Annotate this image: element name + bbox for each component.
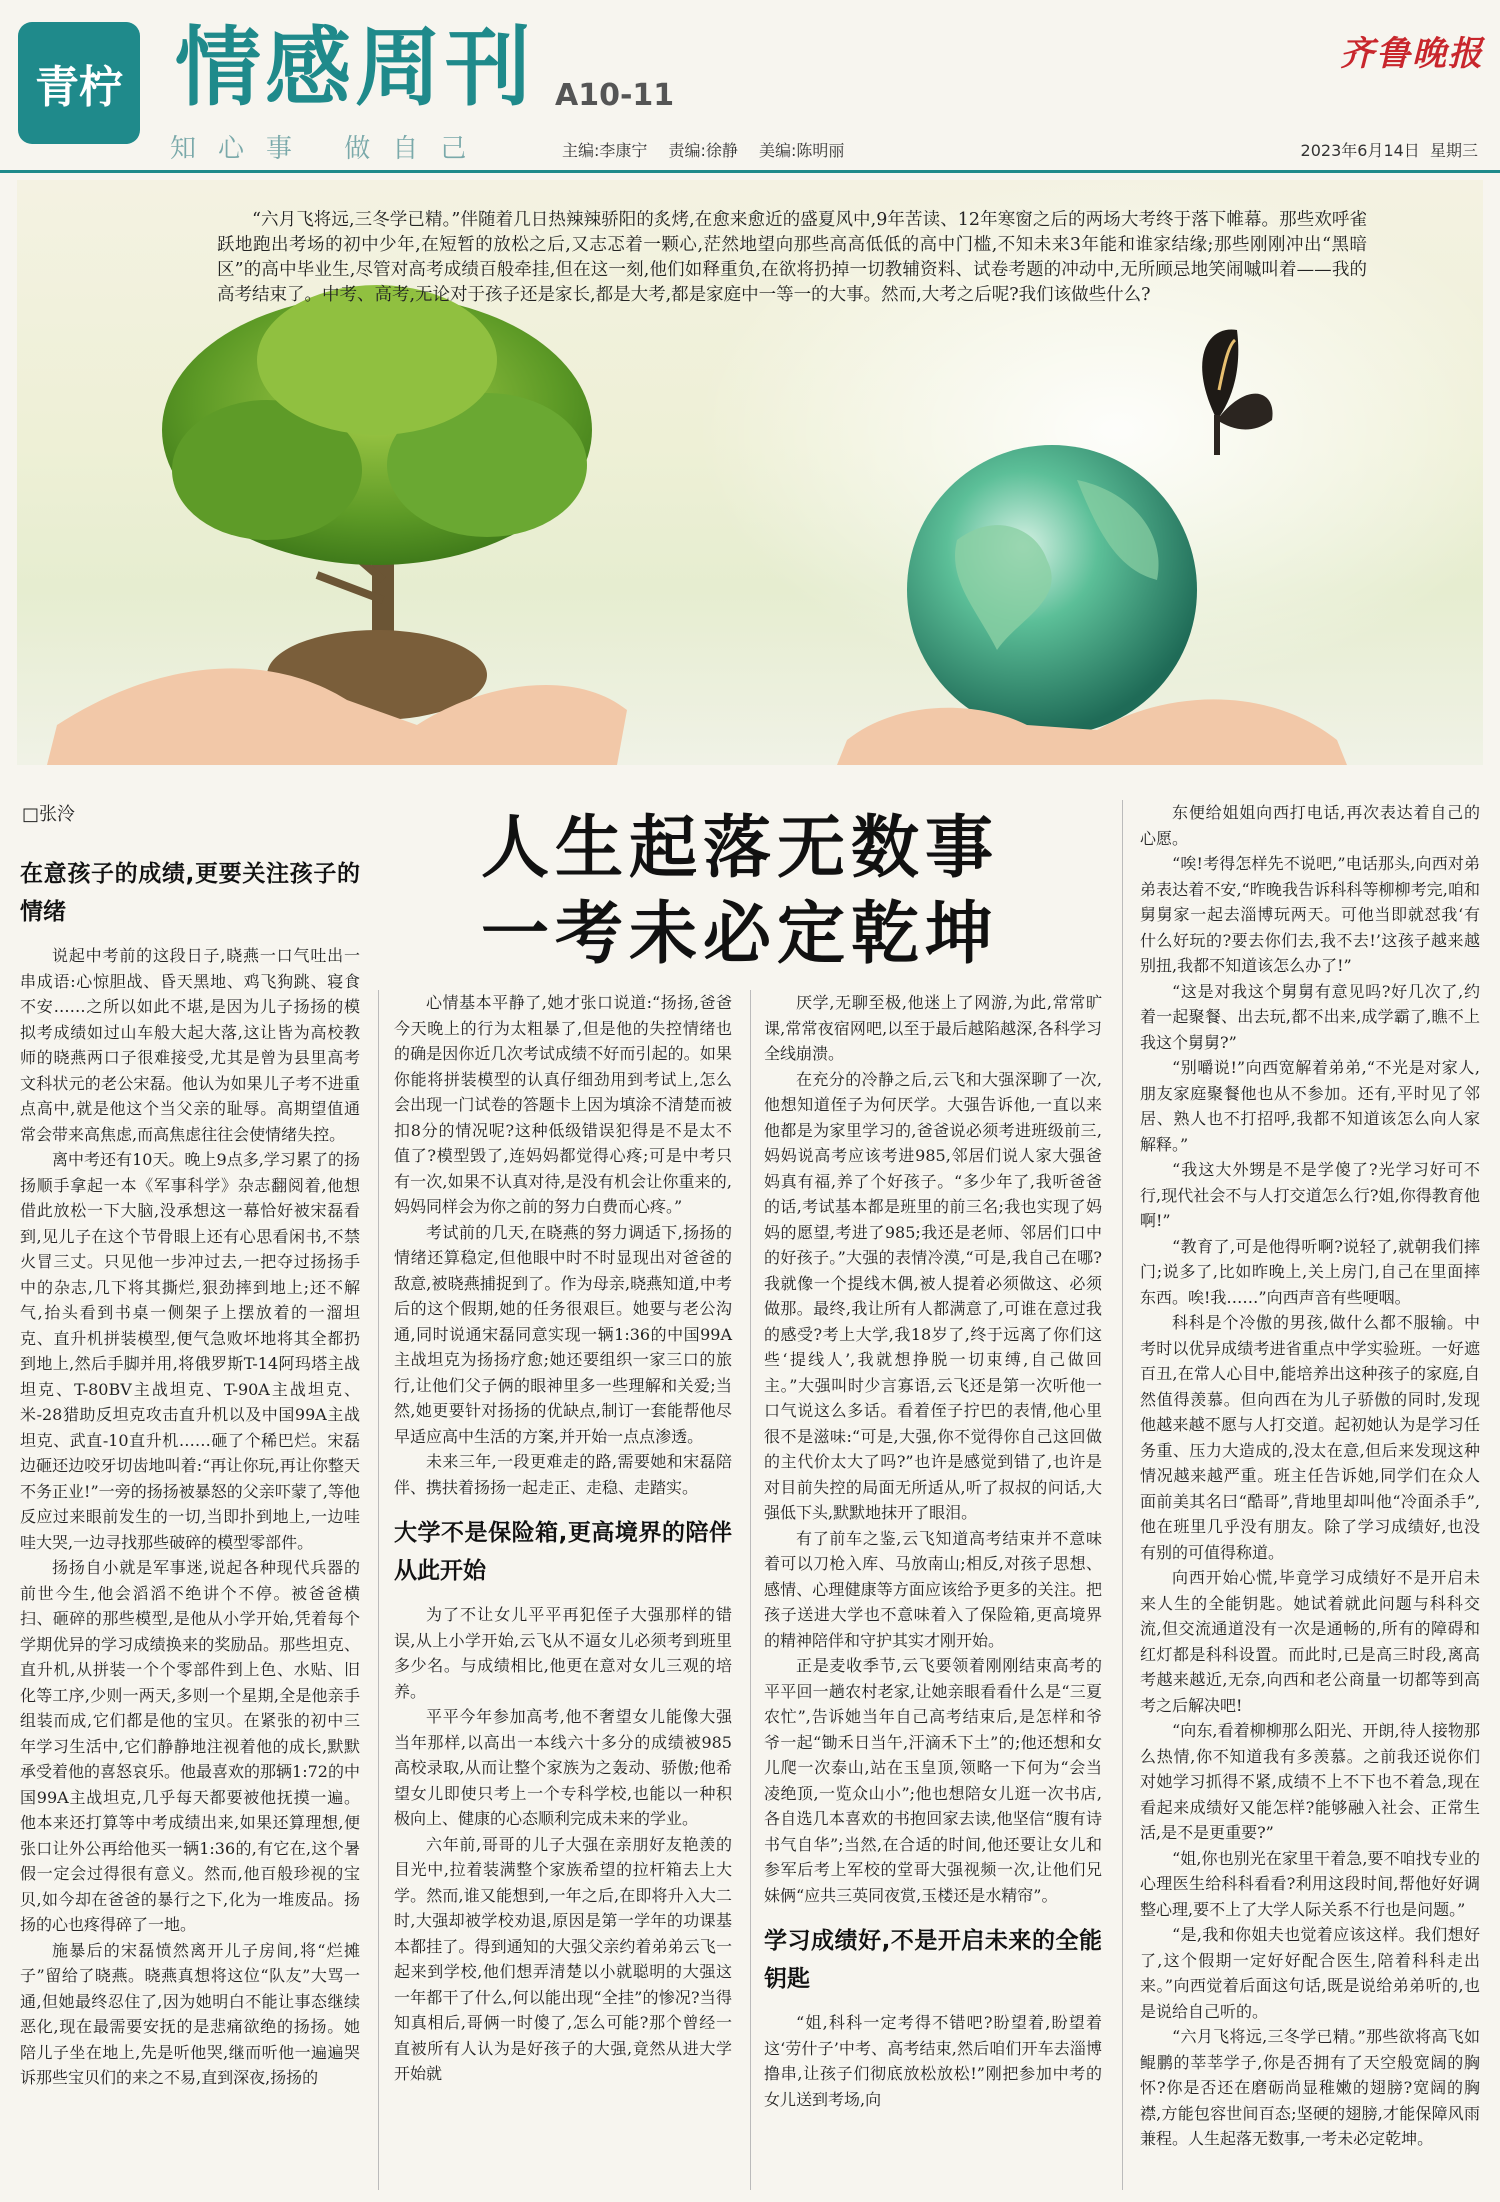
paragraph: 六年前,哥哥的儿子大强在亲朋好友艳羡的目光中,拉着装满整个家族希望的拉杆箱去上大学。然而,谁又能想到,一年之后,在即将升入大二时,大强却被学校劝退,原因是第一学年的功课基本都挂了。得到通知的大强父亲约着弟弟云飞一起来到学校,他们想弄清楚以小就聪明的大强这一年都干了什么,何以能出现“全挂”的惨况?当得知真相后,哥俩一时傻了,怎么可能?那个曾经一直被所有人认为是好孩子的大强,竟然从进大学开始就 bbox=[394, 1834, 732, 2083]
paragraph: 为了不让女儿平平再犯侄子大强那样的错误,从上小学开始,云飞从不逼女儿必须考到班里多少名。与成绩相比,他更在意对女儿三观的培养。 bbox=[394, 1605, 732, 1701]
art-editor: 美编:陈明丽 bbox=[759, 141, 845, 160]
title-line-1: 人生起落无数事 bbox=[480, 808, 999, 888]
paragraph: 有了前车之鉴,云飞知道高考结束并不意味着可以刀枪入库、马放南山;相反,对孩子思想、感情、心理健康等方面应该给予更多的关注。把孩子送进大学也不意味着入了保险箱,更高境界的精神陪伴和守护其实才刚开始。 bbox=[764, 1528, 1102, 1650]
paragraph: “教育了,可是他得听啊?说轻了,就朝我们摔门;说多了,比如昨晚上,关上房门,自己在里面摔东西。唉!我……”向西声音有些哽咽。 bbox=[1140, 1236, 1480, 1307]
paragraph: “这是对我这个舅舅有意见吗?好几次了,约着一起聚餐、出去玩,都不出来,成学霸了,瞧不上我这个舅舅?” bbox=[1140, 981, 1480, 1052]
paragraph: 东便给姐姐向西打电话,再次表达着自己的心愿。 bbox=[1140, 803, 1480, 848]
paragraph: 在充分的冷静之后,云飞和大强深聊了一次,他想知道侄子为何厌学。大强告诉他,一直以来他都是为家里学习的,爸爸说必须考进班级前三,妈妈说高考应该考进985,邻居们说人家大强爸妈真有福,养了个好孩子。“多少年了,我听爸爸的话,考试基本都是班里的前三名;我也实现了妈妈的愿望,考进了985;我还是老师、邻居们口中的好孩子。”大强的表情冷漠,“可是,我自己在哪?我就像一个提线木偶,被人提着必须做这、必须做那。最终,我让所有人都满意了,可谁在意过我的感受?考上大学,我18岁了,终于远离了你们这些‘提线人’,我就想挣脱一切束缚,自己做回主。”大强叫时少言寡语,云飞还是第一次听他一口气说这么多话。看着侄子拧巴的表情,他心里很不是滋味:“可是,大强,你不觉得你自己这回做的主代价太大了吗?”也许是感觉到错了,也许是对目前失控的局面无所适从,听了叔叔的问话,大强低下头,默默地抹开了眼泪。 bbox=[764, 1069, 1102, 1522]
paragraph: 平平今年参加高考,他不奢望女儿能像大强当年那样,以高出一本线六十多分的成绩被985高校录取,从而让整个家族为之轰动、骄傲;他希望女儿即使只考上一个专科学校,也能以一种积极向上、健康的心态顺利完成未来的学业。 bbox=[394, 1707, 732, 1828]
paragraph: “唉!考得怎样先不说吧,”电话那头,向西对弟弟表达着不安,“昨晚我告诉科科等柳柳考完,咱和舅舅家一起去淄博玩两天。可他当即就怼我‘有什么好玩的?要去你们去,我不去!’这孩子越来越别扭,我都不知道该怎么办了!” bbox=[1140, 854, 1480, 975]
newspaper-brand: 齐鲁晚报 bbox=[1340, 34, 1484, 74]
paragraph: “是,我和你姐夫也觉着应该这样。我们想好了,这个假期一定好好配合医生,陪着科科走出来。”向西觉着后面这句话,既是说给弟弟听的,也是说给自己听的。 bbox=[1140, 1925, 1480, 2021]
paragraph: “姐,科科一定考得不错吧?盼望着,盼望着这‘劳什子’中考、高考结束,然后咱们开车去淄博撸串,让孩子们彻底放松放松!”刚把参加中考的女儿送到考场,向 bbox=[764, 2013, 1102, 2109]
byline: □张泠 bbox=[22, 804, 76, 825]
paragraph: 未来三年,一段更难走的路,需要她和宋磊陪伴、携扶着扬扬一起走正、走稳、走踏实。 bbox=[394, 1452, 732, 1497]
section-title: 情感周刊 bbox=[175, 17, 535, 118]
paragraph: 科科是个冷傲的男孩,做什么都不服输。中考时以优异成绩考进省重点中学实验班。一好遮百丑,在常人心目中,能培养出这种孩子的家庭,自然值得羡慕。但向西在为儿子骄傲的同时,发现他越来越不愿与人打交道。起初她认为是学习任务重、压力大造成的,没太在意,但后来发现这种情况越来越严重。班主任告诉她,同学们在众人面前美其名曰“酷哥”,背地里却叫他“冷面杀手”,他在班里几乎没有朋友。除了学习成绩好,也没有别的可值得称道。 bbox=[1140, 1313, 1480, 1562]
masthead-rule bbox=[0, 170, 1500, 173]
issue-date bbox=[1301, 138, 1478, 161]
paragraph: 考试前的几天,在晓燕的努力调适下,扬扬的情绪还算稳定,但他眼中时不时显现出对爸爸的敌意,被晓燕捕捉到了。作为母亲,晓燕知道,中考后的这个假期,她的任务很艰巨。她要与老公沟通,同时说通宋磊同意实现一辆1:36的中国99A主战坦克为扬扬疗愈;她还要组织一家三口的旅行,让他们父子俩的眼神里多一些理解和关爱;当然,她更要针对扬扬的优缺点,制订一套能帮他尽早适应高中生活的方案,并开始一点点渗透。 bbox=[394, 1222, 732, 1446]
column-2 bbox=[394, 990, 732, 2087]
subhead: 大学不是保险箱,更高境界的陪伴从此开始 bbox=[394, 1520, 732, 1584]
date: 2023年6月14日 bbox=[1300, 141, 1420, 160]
paragraph: “我这大外甥是不是学傻了?光学习好可不行,现代社会不与人打交道怎么行?姐,你得教育他啊!” bbox=[1140, 1160, 1480, 1230]
paragraph: 向西开始心慌,毕竟学习成绩好不是开启未来人生的全能钥匙。她试着就此问题与科科交流,但交流通道没有一次是通畅的,所有的障碍和红灯都是科科设置。而此时,已是高三时段,离高考越来越近,无奈,向西和老公商量一切都等到高考之后解决吧! bbox=[1140, 1568, 1480, 1715]
paragraph: 说起中考前的这段日子,晓燕一口气吐出一串成语:心惊胆战、昏天黑地、鸡飞狗跳、寝食不安……之所以如此不堪,是因为儿子扬扬的模拟考成绩如过山车般大起大落,这让皆为高校教师的晓燕两口子很难接受,尤其是曾为县里高考文科状元的老公宋磊。他认为如果儿子考不进重点高中,就是他这个当父亲的耻辱。高期望值通常会带来高焦虑,而高焦虑往往会使情绪失控。 bbox=[20, 946, 360, 1144]
column-3 bbox=[764, 990, 1102, 2112]
page-code: A10-11 bbox=[555, 78, 675, 113]
subhead: 在意孩子的成绩,更要关注孩子的情绪 bbox=[20, 861, 360, 925]
article-title bbox=[420, 805, 1060, 977]
paragraph: 厌学,无聊至极,他迷上了网游,为此,常常旷课,常常夜宿网吧,以至于最后越陷越深,各科学习全线崩溃。 bbox=[764, 993, 1102, 1063]
paragraph: “六月飞将远,三冬学已精。”那些欲将高飞如鲲鹏的莘莘学子,你是否拥有了天空般宽阔的胸怀?你是否还在磨砺尚显稚嫩的翅膀?宽阔的胸襟,方能包容世间百态;坚硬的翅膀,才能保障风雨兼程。人生起落无数事,一考未必定乾坤。 bbox=[1140, 2027, 1480, 2148]
weekday: 星期三 bbox=[1429, 141, 1478, 160]
hero-image bbox=[17, 180, 1483, 765]
paragraph: “别嚼说!”向西宽解着弟弟,“不光是对家人,朋友家庭聚餐他也从不参加。还有,平时见了邻居、熟人也不打招呼,我都不知道该怎么向人家解释。” bbox=[1140, 1058, 1480, 1154]
section-slogan: 知心事 做自己 bbox=[170, 134, 489, 164]
title-line-2: 一考未必定乾坤 bbox=[480, 894, 999, 974]
column-1 bbox=[20, 855, 360, 2091]
column-4 bbox=[1140, 800, 1480, 2152]
column-divider bbox=[750, 990, 751, 2190]
column-divider bbox=[1122, 800, 1123, 2190]
column-divider bbox=[378, 990, 379, 2190]
paragraph: 扬扬自小就是军事迷,说起各种现代兵器的前世今生,他会滔滔不绝讲个不停。被爸爸横扫、砸碎的那些模型,是他从小学开始,凭着每个学期优异的学习成绩换来的奖励品。那些坦克、直升机,从拼装一个个零部件到上色、水贴、旧化等工序,少则一两天,多则一个星期,全是他亲手组装而成,它们都是他的宝贝。在紧张的初中三年学习生活中,它们静静地注视着他的成长,默默承受着他的喜怒哀乐。他最喜欢的那辆1:72的中国99A主战坦克,几乎每天都要被他抚摸一遍。他本来还打算等中考成绩出来,如果还算理想,便张口让外公再给他买一辆1:36的,有它在,这个暑假一定会过得很有意义。然而,他百般珍视的宝贝,如今却在爸爸的暴行之下,化为一堆废品。扬扬的心也疼得碎了一地。 bbox=[20, 1558, 360, 1934]
subhead: 学习成绩好,不是开启未来的全能钥匙 bbox=[764, 1928, 1102, 1992]
paragraph: 正是麦收季节,云飞要领着刚刚结束高考的平平回一趟农村老家,让她亲眼看看什么是“三夏农忙”,告诉她当年自己高考结束后,是怎样和爷爷一起“锄禾日当午,汗滴禾下土”的;他还想和女儿爬一次泰山,站在玉皇顶,领略一下何为“会当凌绝顶,一览众山小”;他也想陪女儿逛一次书店,各自选几本喜欢的书抱回家去读,他坚信“腹有诗书气自华”;当然,在合适的时间,他还要让女儿和参军后考上军校的堂哥大强视频一次,让他们兄妹俩“应共三英同夜赏,玉楼还是水精帘”。 bbox=[764, 1656, 1102, 1905]
tree-illustration bbox=[162, 285, 592, 720]
editor: 主编:李康宁 bbox=[562, 141, 648, 160]
hero-intro: “六月飞将远,三冬学已精。”伴随着几日热辣辣骄阳的炙烤,在愈来愈近的盛夏风中,9年苦读、12年寒窗之后的两场大考终于落下帷幕。那些欢呼雀跃地跑出考场的初中少年,在短暂的放松之后,又志忑着一颗心,茫然地望向那些高高低低的高中门槛,不知未来3年能和谁家结缘;那些刚刚冲出“黑暗区”的高中毕业生,尽管对高考成绩百般牵挂,但在这一刻,他们如释重负,在欲将扔掉一切教辅资料、试卷考题的冲动中,无所顾忌地笑闹嘁叫着——我的高考结束了。中考、高考,无论对于孩子还是家长,都是大考,都是家庭中一等一的大事。然而,大考之后呢?我们该做些什么? bbox=[217, 210, 1367, 305]
paragraph: “向东,看着柳柳那么阳光、开朗,待人接物那么热情,你不知道我有多羡慕。之前我还说你们对她学习抓得不紧,成绩不上不下也不着急,现在看起来成绩好又能怎样?能够融入社会、正常生活,是不是更重要?” bbox=[1140, 1721, 1480, 1842]
responsible-editor: 责编:徐静 bbox=[668, 141, 738, 160]
globe-illustration bbox=[907, 445, 1197, 735]
paragraph: 离中考还有10天。晚上9点多,学习累了的扬扬顺手拿起一本《军事科学》杂志翻阅着,他想借此放松一下大脑,没承想这一幕恰好被宋磊看到,见儿子在这个节骨眼上还有心思看闲书,不禁火冒三丈。只见他一步冲过去,一把夺过扬扬手中的杂志,几下将其撕烂,狠劲摔到地上;还不解气,抬头看到书桌一侧架子上摆放着的一溜坦克、直升机拼装模型,便气急败坏地将其全都扔到地上,然后手脚并用,将俄罗斯T-14阿玛塔主战坦克、T-80BV主战坦克、T-90A主战坦克、米-28猎助反坦克攻击直升机以及中国99A主战坦克、武直-10直升机……砸了个稀巴烂。宋磊边砸还边咬牙切齿地叫着:“再让你玩,再让你整天不务正业!”一旁的扬扬被暴怒的父亲吓蒙了,等他反应过来眼前发生的一切,当即扑到地上,一边哇哇大哭,一边寻找那些破碎的模型零部件。 bbox=[20, 1150, 360, 1552]
editor-credits bbox=[562, 138, 860, 161]
paragraph: 心情基本平静了,她才张口说道:“扬扬,爸爸今天晚上的行为太粗暴了,但是他的失控情绪也的确是因你近几次考试成绩不好而引起的。如果你能将拼装模型的认真仔细劲用到考试上,怎么会出现一门试卷的答题卡上因为填涂不清楚而被扣8分的情况呢?这种低级错误犯得是不是太不值了?模型毁了,连妈妈都觉得心疼;可是中考只有一次,如果不认真对待,是没有机会让你重来的,妈妈同样会为你之前的努力白费而心疼。” bbox=[394, 993, 732, 1216]
qingning-logo: 青柠 bbox=[18, 22, 140, 144]
paragraph: “姐,你也别光在家里干着急,要不咱找专业的心理医生给科科看看?利用这段时间,帮他好好调整心理,要不上了大学人际关系不行也是问题。” bbox=[1140, 1848, 1480, 1919]
paragraph: 施暴后的宋磊愤然离开儿子房间,将“烂摊子”留给了晓燕。晓燕真想将这位“队友”大骂一通,但她最终忍住了,因为她明白不能让事态继续恶化,现在最需要安抚的是悲痛欲绝的扬扬。她陪儿子坐在地上,先是听他哭,继而听他一遍遍哭诉那些宝贝们的来之不易,直到深夜,扬扬的 bbox=[20, 1940, 360, 2087]
